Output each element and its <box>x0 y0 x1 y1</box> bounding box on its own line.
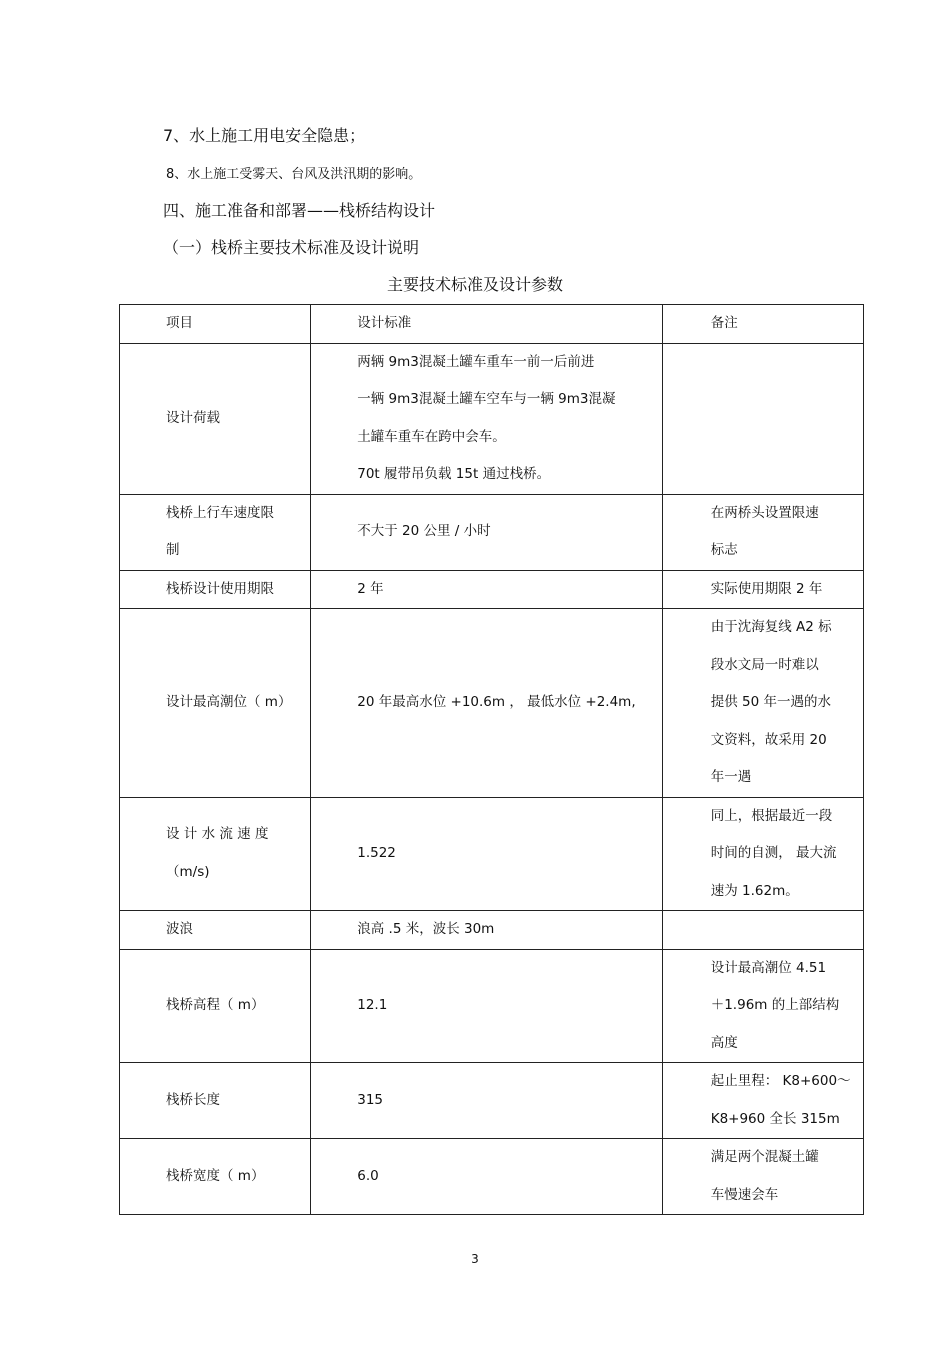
cell-text-line: 栈桥上行车速度限 <box>166 504 274 521</box>
cell-note <box>662 1139 863 1215</box>
cell-text-line: 6.0 <box>357 1167 379 1184</box>
cell-note <box>662 949 863 1063</box>
cell-item <box>120 570 311 609</box>
cell-note <box>662 494 863 570</box>
cell-text-line: 设 计 水 流 速 度 <box>166 826 269 843</box>
cell-note <box>662 609 863 798</box>
cell-note <box>662 570 863 609</box>
subsection-heading: （一）栈桥主要技术标准及设计说明 <box>163 238 420 257</box>
cell-text-line: 20 年最高水位 +10.6m ， 最低水位 +2.4m, <box>357 694 636 710</box>
table-row <box>120 911 864 950</box>
cell-item <box>120 1063 311 1139</box>
cell-standard <box>311 911 662 950</box>
section-heading: 四、施工准备和部署——栈桥结构设计 <box>163 201 436 220</box>
table-row <box>120 949 864 1063</box>
cell-standard <box>311 1063 662 1139</box>
cell-item <box>120 1139 311 1215</box>
cell-text-line: 提供 50 年一遇的水 <box>710 694 831 710</box>
cell-text-line: 起止里程： K8+600～ <box>710 1073 851 1089</box>
spec-table <box>119 304 864 1215</box>
cell-text-line: 浪高 .5 米，波长 30m <box>357 921 495 937</box>
cell-text-line: 时间的自测， 最大流 <box>710 845 837 861</box>
cell-text-line: 高度 <box>710 1034 738 1051</box>
cell-text-line: 年一遇 <box>710 769 752 785</box>
header-cell-standard: 设计标准 <box>311 305 662 344</box>
cell-note <box>662 1063 863 1139</box>
cell-text-line: 栈桥长度 <box>166 1091 220 1108</box>
table-row <box>120 343 864 494</box>
cell-text-line: 栈桥高程（ m） <box>166 997 265 1013</box>
cell-text-line: 12.1 <box>357 997 388 1013</box>
cell-text-line: 车慢速会车 <box>710 1186 779 1203</box>
cell-standard <box>311 1139 662 1215</box>
cell-text-line: 设计最高潮位 4.51 <box>710 959 827 976</box>
cell-standard <box>311 609 662 798</box>
cell-text-line: 两辆 9m3混凝土罐车重车一前一后前进 <box>357 353 595 370</box>
table-row <box>120 1139 864 1215</box>
cell-text-line: 设计荷载 <box>166 409 220 426</box>
cell-text-line: 波浪 <box>166 921 193 937</box>
cell-text-line: 由于沈海复线 A2 标 <box>710 619 832 635</box>
paragraph-item-8: 8、水上施工受雾天、台风及洪汛期的影响。 <box>166 167 422 182</box>
table-caption: 主要技术标准及设计参数 <box>386 275 563 294</box>
cell-standard <box>311 494 662 570</box>
page-number: 3 <box>471 1252 479 1266</box>
cell-text-line: K8+960 全长 315m <box>710 1110 840 1127</box>
cell-text-line: 栈桥宽度（ m） <box>166 1167 265 1184</box>
table-row <box>120 494 864 570</box>
cell-note <box>662 797 863 911</box>
cell-text-line: 2 年 <box>357 580 384 597</box>
cell-item <box>120 343 311 494</box>
cell-text-line: 速为 1.62m。 <box>710 882 799 899</box>
cell-text-line: 315 <box>357 1091 384 1108</box>
cell-text-line: 设计最高潮位（ m） <box>166 694 292 710</box>
table-row <box>120 1063 864 1139</box>
cell-text-line: 土罐车重车在跨中会车。 <box>357 428 506 445</box>
cell-text-line: 栈桥设计使用期限 <box>166 580 274 597</box>
cell-text-line: 70t 履带吊负载 15t 通过栈桥。 <box>357 466 551 482</box>
cell-standard <box>311 570 662 609</box>
header-cell-item: 项目 <box>120 305 311 344</box>
cell-text-line: 1.522 <box>357 845 396 861</box>
cell-item <box>120 911 311 950</box>
cell-text-line: ＋1.96m 的上部结构 <box>710 997 840 1013</box>
cell-text-line: 同上，根据最近一段 <box>710 807 833 824</box>
cell-standard <box>311 797 662 911</box>
table-row <box>120 797 864 911</box>
cell-text-line: 制 <box>166 542 180 558</box>
table-header-row <box>120 305 864 344</box>
paragraph-item-7: 7、水上施工用电安全隐患； <box>163 126 366 145</box>
cell-note <box>662 911 863 950</box>
cell-item <box>120 494 311 570</box>
cell-item <box>120 797 311 911</box>
cell-text-line: （m/s) <box>166 863 210 880</box>
table-row <box>120 570 864 609</box>
cell-text-line: 在两桥头设置限速 <box>710 504 819 521</box>
header-cell-note: 备注 <box>662 305 863 344</box>
table-row <box>120 609 864 798</box>
cell-note <box>662 343 863 494</box>
cell-text-line: 一辆 9m3混凝土罐车空车与一辆 9m3混凝 <box>357 391 616 407</box>
cell-item <box>120 609 311 798</box>
cell-text-line: 文资料，故采用 20 <box>710 731 827 748</box>
cell-item <box>120 949 311 1063</box>
cell-standard <box>311 343 662 494</box>
cell-standard <box>311 949 662 1063</box>
cell-text-line: 不大于 20 公里 / 小时 <box>357 523 491 540</box>
cell-text-line: 段水文局一时难以 <box>710 656 819 673</box>
cell-text-line: 实际使用期限 2 年 <box>710 580 823 597</box>
cell-text-line: 满足两个混凝土罐 <box>710 1149 819 1165</box>
cell-text-line: 标志 <box>710 542 738 558</box>
